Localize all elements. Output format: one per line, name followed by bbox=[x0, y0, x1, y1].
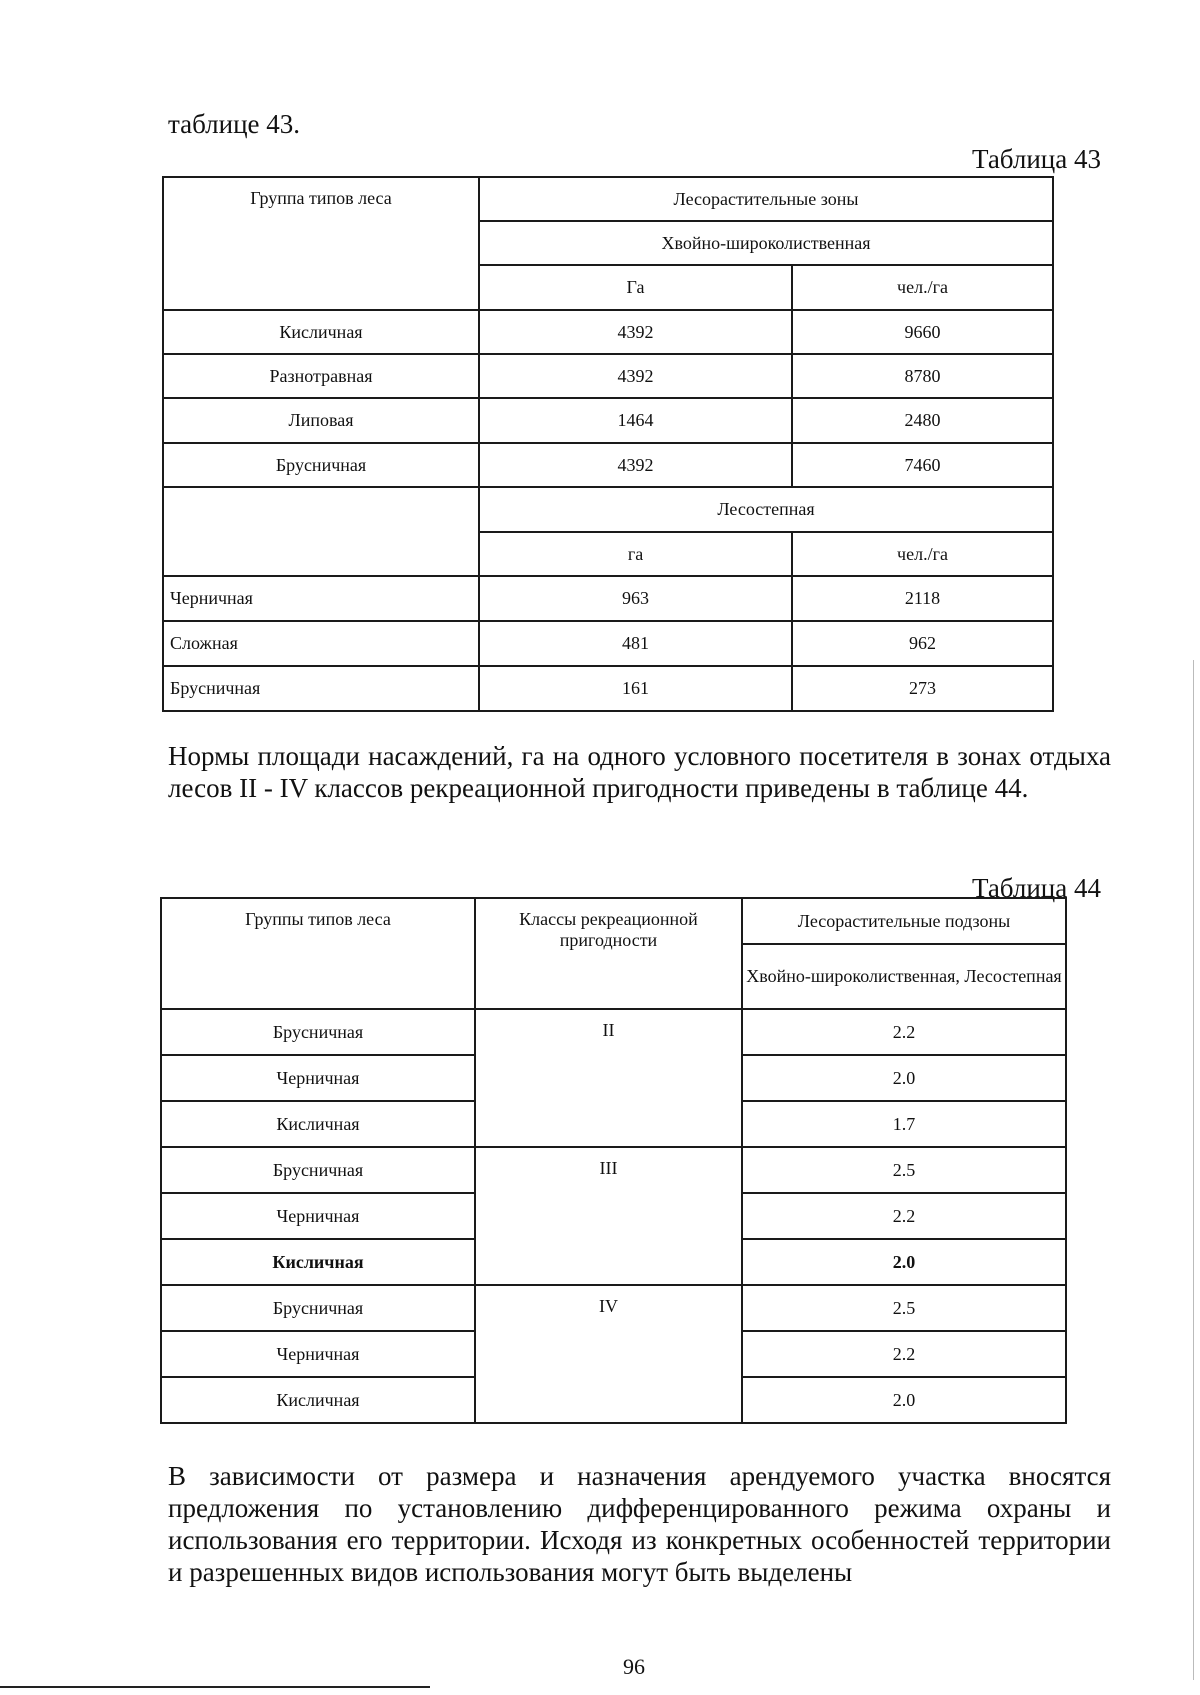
people-value: 9660 bbox=[792, 310, 1053, 354]
t43-header-people: чел./га bbox=[792, 265, 1053, 310]
t43-header-group: Группа типов леса bbox=[163, 177, 479, 310]
area-norm: 2.0 bbox=[742, 1239, 1066, 1285]
people-value: 2480 bbox=[792, 398, 1053, 443]
forest-type: Сложная bbox=[163, 621, 479, 666]
t43-zone2-people-header: чел./га bbox=[792, 532, 1053, 576]
people-value: 273 bbox=[792, 666, 1053, 711]
forest-type: Брусничная bbox=[161, 1147, 475, 1193]
people-value: 7460 bbox=[792, 443, 1053, 487]
t43-header-zone2: Лесостепная bbox=[479, 487, 1053, 532]
forest-type: Кисличная bbox=[163, 310, 479, 354]
bottom-rule bbox=[0, 1686, 430, 1688]
ha-value: 161 bbox=[479, 666, 792, 711]
area-norm: 2.2 bbox=[742, 1193, 1066, 1239]
table-row bbox=[163, 576, 1053, 621]
paragraph-2: В зависимости от размера и назначения арендуемого участка вносятся предложения по установлению дифференцированного режима охраны и использования его территории. Исходя из конкретных особенностей территории и разрешенных видов использования могут быть выделены bbox=[168, 1461, 1111, 1587]
forest-type: Кисличная bbox=[161, 1377, 475, 1423]
table-row bbox=[163, 354, 1053, 398]
table-row bbox=[163, 398, 1053, 443]
area-norm: 2.5 bbox=[742, 1147, 1066, 1193]
forest-type: Брусничная bbox=[161, 1009, 475, 1055]
forest-type: Черничная bbox=[161, 1331, 475, 1377]
page-number: 96 bbox=[623, 1654, 645, 1679]
table-44 bbox=[160, 897, 1067, 1424]
t44-header-subzone: Хвойно-широколиственная, Лесостепная bbox=[742, 944, 1066, 1009]
ha-value: 481 bbox=[479, 621, 792, 666]
intro-fragment: таблице 43. bbox=[168, 109, 301, 139]
ha-value: 963 bbox=[479, 576, 792, 621]
forest-type: Липовая bbox=[163, 398, 479, 443]
t43-header-zones: Лесорастительные зоны bbox=[479, 177, 1053, 221]
area-norm: 1.7 bbox=[742, 1101, 1066, 1147]
table44-caption: Таблица 44 bbox=[972, 873, 1101, 903]
ha-value: 4392 bbox=[479, 354, 792, 398]
forest-type: Черничная bbox=[161, 1193, 475, 1239]
table-row bbox=[161, 1285, 1066, 1331]
table-43 bbox=[162, 176, 1054, 712]
area-norm: 2.0 bbox=[742, 1055, 1066, 1101]
table-row bbox=[163, 621, 1053, 666]
table-row bbox=[163, 310, 1053, 354]
forest-type: Разнотравная bbox=[163, 354, 479, 398]
area-norm: 2.5 bbox=[742, 1285, 1066, 1331]
ha-value: 1464 bbox=[479, 398, 792, 443]
area-norm: 2.2 bbox=[742, 1331, 1066, 1377]
table43-caption: Таблица 43 bbox=[972, 144, 1101, 174]
forest-type: Кисличная bbox=[161, 1239, 475, 1285]
recreation-class: II bbox=[475, 1009, 742, 1147]
forest-type: Черничная bbox=[161, 1055, 475, 1101]
table-row bbox=[163, 443, 1053, 487]
recreation-class: IV bbox=[475, 1285, 742, 1423]
table-row bbox=[163, 666, 1053, 711]
t43-blank-cell bbox=[163, 487, 479, 576]
area-norm: 2.2 bbox=[742, 1009, 1066, 1055]
forest-type: Брусничная bbox=[163, 443, 479, 487]
forest-type: Кисличная bbox=[161, 1101, 475, 1147]
ha-value: 4392 bbox=[479, 443, 792, 487]
forest-type: Брусничная bbox=[161, 1285, 475, 1331]
people-value: 2118 bbox=[792, 576, 1053, 621]
paragraph-1: Нормы площади насаждений, га на одного условного посетителя в зонах отдыха лесов II - IV классов рекреационной пригодности приведены в таблице 44. bbox=[168, 741, 1111, 803]
t44-header-group: Группы типов леса bbox=[161, 898, 475, 1009]
forest-type: Черничная bbox=[163, 576, 479, 621]
t43-header-ha: Га bbox=[479, 265, 792, 310]
people-value: 962 bbox=[792, 621, 1053, 666]
ha-value: 4392 bbox=[479, 310, 792, 354]
t44-header-class: Классы рекреационной пригодности bbox=[475, 898, 742, 1009]
area-norm: 2.0 bbox=[742, 1377, 1066, 1423]
t43-header-zone1: Хвойно-широколиственная bbox=[479, 221, 1053, 265]
scan-edge-line bbox=[1193, 660, 1194, 1680]
recreation-class: III bbox=[475, 1147, 742, 1285]
people-value: 8780 bbox=[792, 354, 1053, 398]
table-row bbox=[161, 1147, 1066, 1193]
t43-zone2-ha-header: га bbox=[479, 532, 792, 576]
t44-header-subzones: Лесорастительные подзоны bbox=[742, 898, 1066, 944]
table-row bbox=[161, 1009, 1066, 1055]
forest-type: Брусничная bbox=[163, 666, 479, 711]
